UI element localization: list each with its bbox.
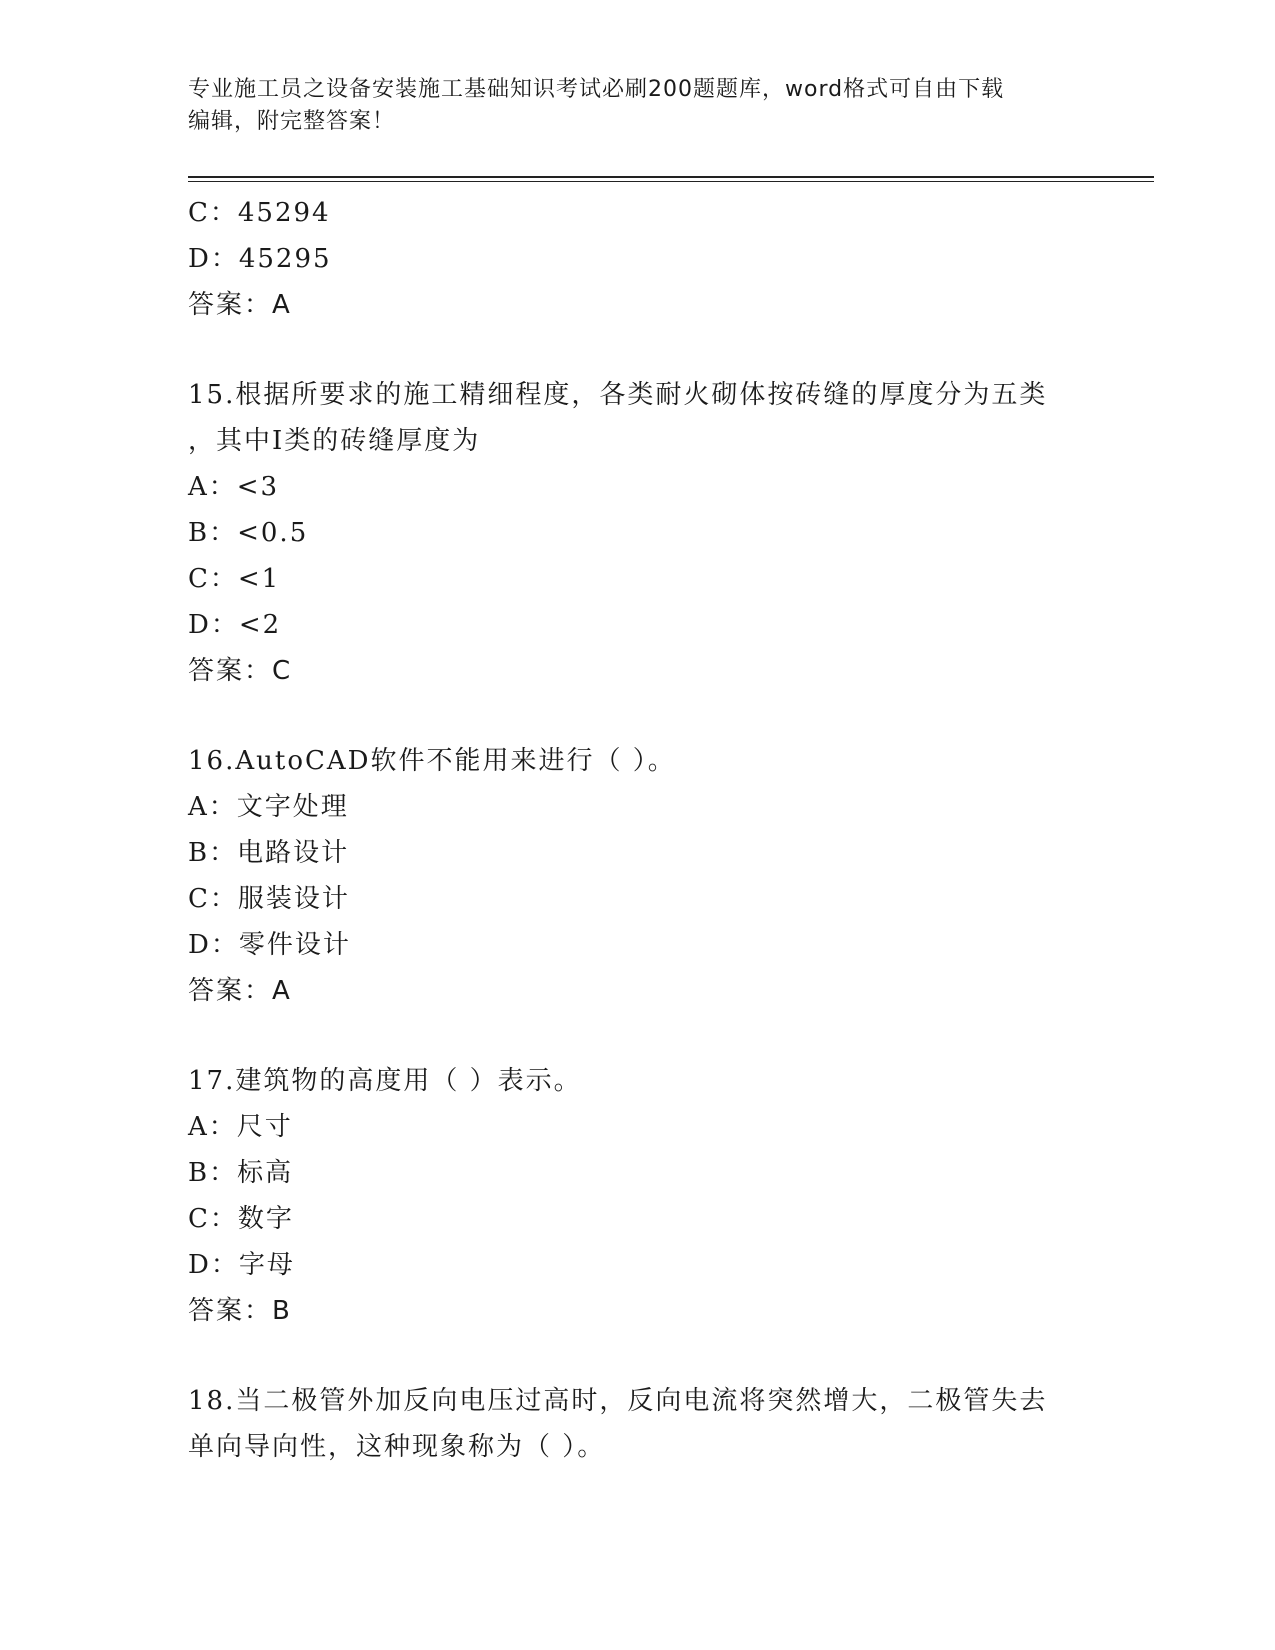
header-title-line-1: 专业施工员之设备安装施工基础知识考试必刷200题题库，word格式可自由下载 bbox=[188, 77, 1005, 102]
option-a: A：<3 bbox=[188, 472, 280, 502]
option-b: B：标高 bbox=[188, 1158, 294, 1188]
option-c: C：数字 bbox=[188, 1204, 294, 1234]
option-d: D：字母 bbox=[188, 1250, 295, 1280]
answer-line: 答案：A bbox=[188, 290, 292, 320]
document-header bbox=[188, 74, 1068, 138]
question-17 bbox=[188, 1058, 1088, 1334]
question-16 bbox=[188, 738, 1088, 1014]
answer-line: 答案：A bbox=[188, 976, 292, 1006]
answer-line: 答案：C bbox=[188, 656, 293, 686]
question-18 bbox=[188, 1378, 1088, 1470]
question-stem: 15.根据所要求的施工精细程度，各类耐火砌体按砖缝的厚度分为五类 bbox=[188, 380, 1048, 410]
option-b: B：电路设计 bbox=[188, 838, 350, 868]
question-stem: 18.当二极管外加反向电压过高时，反向电流将突然增大，二极管失去 bbox=[188, 1386, 1048, 1416]
option-a: A：文字处理 bbox=[188, 792, 349, 822]
option-c: C：<1 bbox=[188, 564, 281, 594]
question-stem: 16.AutoCAD软件不能用来进行（ ）。 bbox=[188, 746, 676, 776]
header-title-line-2: 编辑，附完整答案！ bbox=[188, 109, 396, 134]
header-divider-thick bbox=[188, 176, 1154, 178]
option-a: A：尺寸 bbox=[188, 1112, 293, 1142]
spacer bbox=[188, 328, 1088, 372]
carryover-question bbox=[188, 190, 1088, 328]
option-d: D：零件设计 bbox=[188, 930, 351, 960]
option-c: C：45294 bbox=[188, 198, 331, 228]
header-divider-thin bbox=[188, 181, 1154, 182]
spacer bbox=[188, 1334, 1088, 1378]
question-stem: 17.建筑物的高度用（ ）表示。 bbox=[188, 1066, 582, 1096]
spacer bbox=[188, 694, 1088, 738]
option-d: D：45295 bbox=[188, 244, 332, 274]
spacer bbox=[188, 1014, 1088, 1058]
question-list bbox=[188, 190, 1088, 1470]
question-stem: 单向导向性，这种现象称为（ ）。 bbox=[188, 1432, 606, 1462]
option-b: B：<0.5 bbox=[188, 518, 309, 548]
option-c: C：服装设计 bbox=[188, 884, 350, 914]
question-stem: ，其中Ⅰ类的砖缝厚度为 bbox=[188, 426, 481, 456]
answer-line: 答案：B bbox=[188, 1296, 292, 1326]
question-15 bbox=[188, 372, 1088, 694]
option-d: D：<2 bbox=[188, 610, 282, 640]
